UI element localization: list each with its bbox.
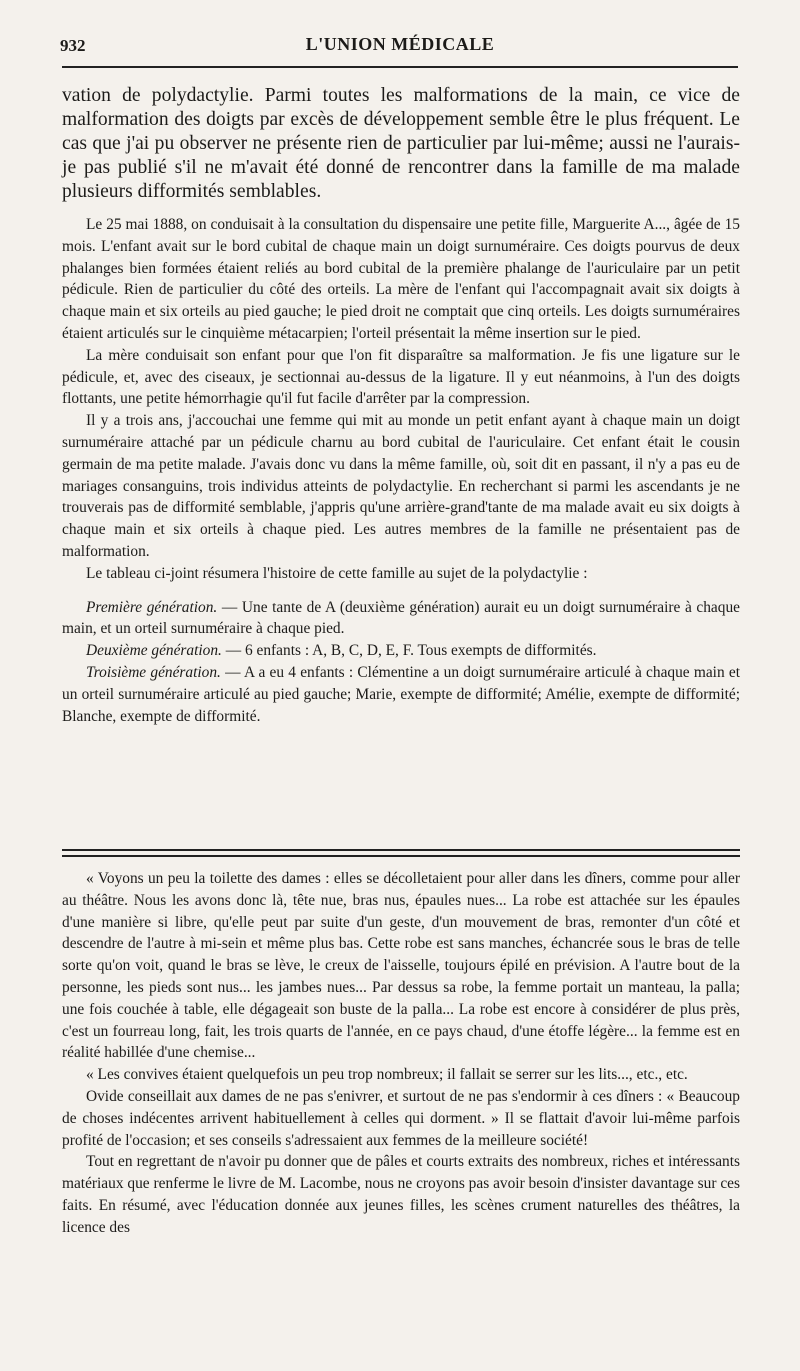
feuilleton-paragraph-2: « Les convives étaient quelquefois un peu trop nombreux; il fallait se serrer sur les lits..., etc., etc. <box>86 1066 688 1084</box>
page-number: 932 <box>60 36 86 55</box>
intro-paragraph: vation de polydactylie. Parmi toutes les malformations de la main, ce vice de malformation des doigts par excès de développement semble être le plus fréquent. Le cas que j'ai pu observer ne présente rien de particulier par lui-même; aussi ne l'aurais-je pas publié s'il ne m'avait été donné de rencontrer dans la famille de ma malade plusieurs difformités semblables. <box>62 85 740 202</box>
feuilleton-separator <box>62 849 740 857</box>
generation-1-label: Première génération. <box>86 598 218 616</box>
case-paragraph-4: Le tableau ci-joint résumera l'histoire de cette famille au sujet de la polydactylie : <box>86 564 588 582</box>
generation-2 <box>62 640 740 662</box>
feuilleton <box>62 868 740 1239</box>
generation-3-label: Troisième génération. <box>86 663 221 681</box>
running-title: L'UNION MÉDICALE <box>305 34 495 54</box>
generation-3-text: — A a eu 4 enfants : Clémentine a un doigt surnuméraire articulé à chaque main et un orteil surnuméraire articulé au pied gauche; Marie, exempte de difformité; Amélie, exempte de difformité; Blanche, exempte de difformité. <box>62 663 740 725</box>
generation-1 <box>62 597 740 641</box>
generation-3 <box>62 662 740 727</box>
intro-paragraph-block <box>62 84 740 204</box>
case-paragraph-1: Le 25 mai 1888, on conduisait à la consultation du dispensaire une petite fille, Marguerite A..., âgée de 15 mois. L'enfant avait sur le bord cubital de chaque main un doigt surnuméraire. Ces doigts pourvus de deux phalanges bien formées étaient reliés au bord cubital de la première phalange de l'auriculaire par un petit pédicule. Rien de particulier du côté des orteils. La mère de l'enfant qui l'accompagnait avait six doigts à chaque main et six orteils au pied gauche; le pied droit ne comptait que cinq orteils. Les doigts surnuméraires étaient articulés sur le cinquième métacarpien; l'orteil présentait la même insertion sur le pied. <box>62 216 740 342</box>
header-rule <box>62 66 738 68</box>
case-paragraph-2: La mère conduisait son enfant pour que l'on fit disparaître sa malformation. Je fis une ligature sur le pédicule, et, avec des ciseaux, je sectionnai au-dessus de la ligature. Il y eut néanmoins, à l'un des doigts flottants, une petite hémorrhagie qu'il fut facile d'arrêter par la compression. <box>62 346 740 408</box>
spacer <box>62 585 740 597</box>
generation-2-text: — 6 enfants : A, B, C, D, E, F. Tous exempts de difformités. <box>221 642 597 660</box>
generation-1-text: — Une tante de A (deuxième génération) aurait eu un doigt surnuméraire à chaque main, et un orteil surnuméraire à chaque pied. <box>62 598 740 638</box>
feuilleton-paragraph-3: Ovide conseillait aux dames de ne pas s'enivrer, et surtout de ne pas s'endormir à ces dîners : « Beaucoup de choses indécentes arrivent habituellement à celles qui dorment. » Il se flattait d'avoir lui-même parfois profité de l'occasion; et ses conseils s'adressaient aux femmes de la meilleure société! <box>62 1087 740 1149</box>
generation-2-label: Deuxième génération. <box>86 642 222 660</box>
case-report <box>62 214 740 727</box>
case-paragraph-3: Il y a trois ans, j'accouchai une femme qui mit au monde un petit enfant ayant à chaque main un doigt surnuméraire attaché par un pédicule charnu au bord cubital de l'auriculaire. Cet enfant était le cousin germain de ma petite malade. J'avais donc vu dans la même famille, où, soit dit en passant, il n'y a pas eu de mariages consanguins, trois individus atteints de polydactylie. En recherchant si parmi les ascendants je ne trouverais pas de difformité semblable, j'appris qu'une arrière-grand'tante de ma malade avait eu six doigts à chaque main et six orteils à chaque pied. Les autres membres de la famille ne présentaient pas de malformation. <box>62 412 740 560</box>
feuilleton-paragraph-4: Tout en regrettant de n'avoir pu donner que de pâles et courts extraits des nombreux, riches et intéressants matériaux que renferme le livre de M. Lacombe, nous ne croyons pas avoir besoin d'insister davantage sur ces faits. En résumé, avec l'éducation donnée aux jeunes filles, les scènes crument naturelles des théâtres, la licence des <box>62 1153 740 1236</box>
feuilleton-paragraph-1: « Voyons un peu la toilette des dames : elles se décolletaient pour aller dans les dîners, comme pour aller au théâtre. Nous les avons donc là, tête nue, bras nus, épaules nues... La robe est attachée sur les épaules d'une manière si libre, qu'elle peut par suite d'un geste, d'un mouvement de bras, remonter d'un côté et descendre de l'autre à mi-sein et même plus bas. Cette robe est sans manches, échancrée sous le bras de telle sorte qu'on voit, quand le bras se lève, le creux de l'aisselle, toujours épilé en prévision. A l'autre bout de la personne, les pieds sont nus... les jambes nues... Par dessus sa robe, la femme portait un manteau, la palla; une fois couchée à table, elle dégageait son buste de la palla... La robe est encore à considérer de plus près, c'est un fourreau long, fait, les trois quarts de l'année, en ce pays chaud, d'une étoffe légère... la femme est en réalité habillée d'une chemise... <box>62 870 740 1062</box>
page-header <box>60 32 740 62</box>
